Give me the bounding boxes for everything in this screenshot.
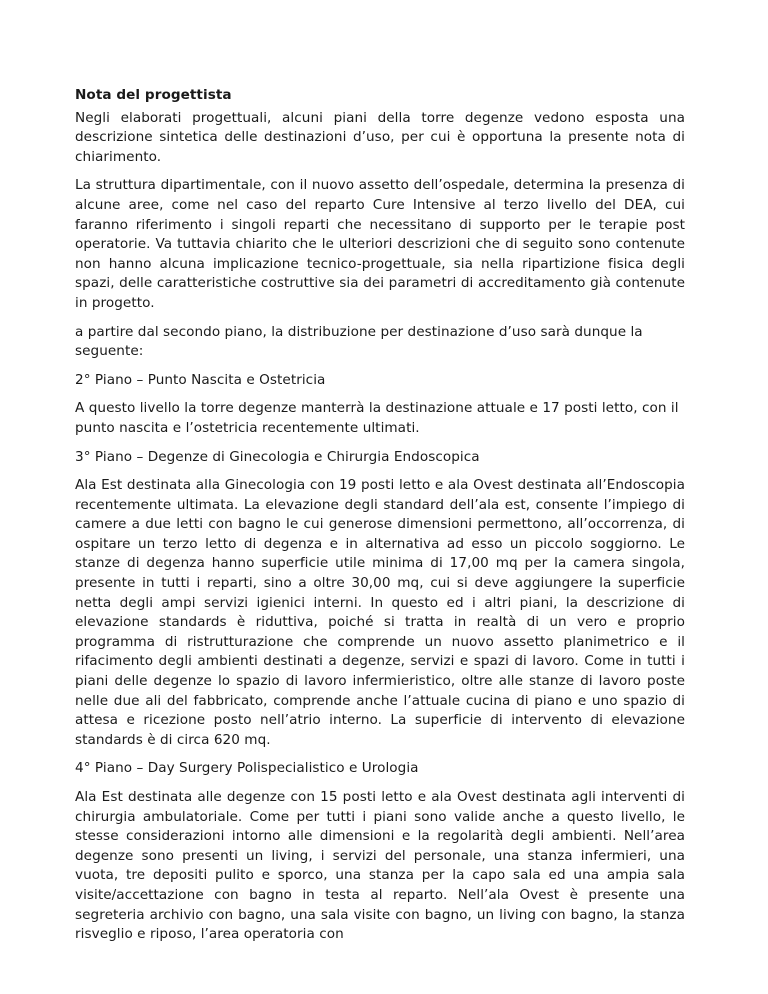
- paragraph-piano-2: A questo livello la torre degenze manterrà la destinazione attuale e 17 posti letto, con il punto nascita e l’ostetricia recentemente ultimati.: [75, 400, 679, 436]
- document-page: [75, 86, 685, 954]
- paragraph-intro: Negli elaborati progettuali, alcuni piani della torre degenze vedono esposta una descrizione sintetica delle destinazioni d’uso, per cui è opportuna la presente nota di chiarimento.: [75, 109, 685, 165]
- paragraph-distribuzione: a partire dal secondo piano, la distribuzione per destinazione d’uso sarà dunque la seguente:: [75, 323, 643, 360]
- document-title: Nota del progettista: [75, 87, 232, 103]
- heading-piano-4: 4° Piano – Day Surgery Polispecialistico e Urologia: [75, 760, 419, 777]
- heading-piano-3: 3° Piano – Degenze di Ginecologia e Chirurgia Endoscopica: [75, 448, 480, 465]
- heading-piano-2: 2° Piano – Punto Nascita e Ostetricia: [75, 371, 326, 388]
- paragraph-piano-4: Ala Est destinata alle degenze con 15 posti letto e ala Ovest destinata agli interventi di chirurgia ambulatoriale. Come per tutti i piani sono valide anche a questo livello, le stesse considerazioni intorno alle dimensioni e la regolarità degli ambienti. Nell’area degenze sono presenti un living, i servizi del personale, una stanza infermieri, una vuota, tre depositi pulito e sporco, una stanza per la capo sala ed una ampia sala visite/accettazione con bagno in testa al reparto. Nell’ala Ovest è presente una segreteria archivio con bagno, una sala visite con bagno, un living con bagno, la stanza risveglio e riposo, l’area operatoria con: [75, 789, 685, 943]
- paragraph-struttura: La struttura dipartimentale, con il nuovo assetto dell’ospedale, determina la presenza di alcune aree, come nel caso del reparto Cure Intensive al terzo livello del DEA, cui faranno riferimento i singoli reparti che necessitano di supporto per le terapie post operatorie. Va tuttavia chiarito che le ulteriori descrizioni che di seguito sono contenute non hanno alcuna implicazione tecnico-progettuale, sia nella ripartizione fisica degli spazi, delle caratteristiche costruttive sia dei parametri di accreditamento già contenute in progetto.: [75, 177, 685, 311]
- paragraph-piano-3: Ala Est destinata alla Ginecologia con 19 posti letto e ala Ovest destinata all’Endoscopia recentemente ultimata. La elevazione degli standard dell’ala est, consente l’impiego di camere a due letti con bagno le cui generose dimensioni permettono, all’occorrenza, di ospitare un terzo letto di degenza e in alternativa ad esso un piccolo soggiorno. Le stanze di degenza hanno superficie utile minima di 17,00 mq per la camera singola, presente in tutti i reparti, sino a oltre 30,00 mq, cui si deve aggiungere la superficie netta degli ampi servizi igienici interni. In questo ed i altri piani, la descrizione di elevazione standards è riduttiva, poiché si tratta in realtà di un vero e proprio programma di ristrutturazione che comprende un nuovo assetto planimetrico e il rifacimento degli ambienti destinati a degenze, servizi e spazi di lavoro. Come in tutti i piani delle degenze lo spazio di lavoro infermieristico, oltre alle stanze di lavoro poste nelle due ali del fabbricato, comprende anche l’attuale cucina di piano e uno spazio di attesa e ricezione posto nell’atrio interno. La superficie di intervento di elevazione standards è di circa 620 mq.: [75, 477, 685, 748]
